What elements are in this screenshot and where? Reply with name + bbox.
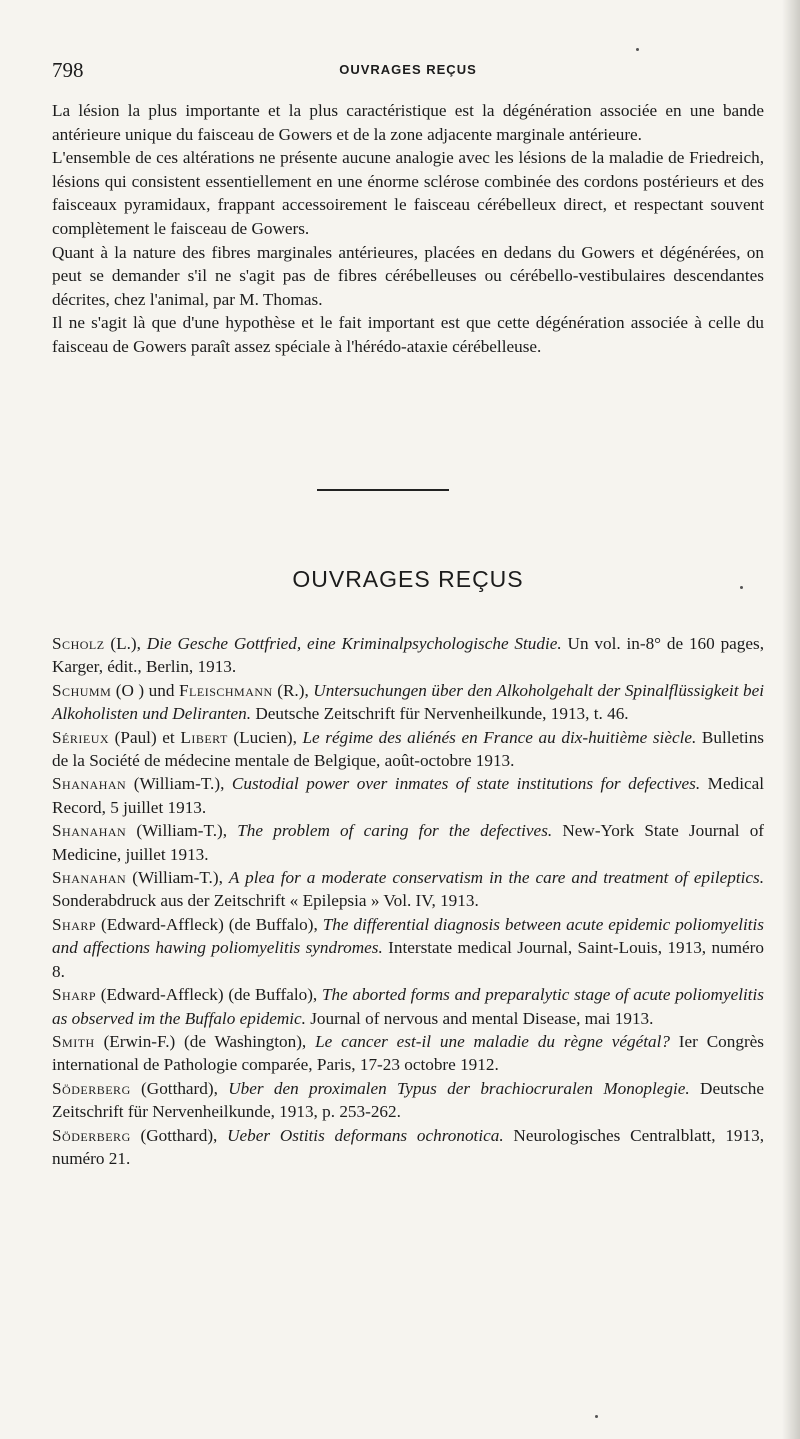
bibliography-list (52, 632, 764, 1170)
paragraph: Quant à la nature des fibres marginales antérieures, placées en dedans du Gowers et dégénérées, on peut se demander s'il ne s'agit pas de fibres cérébelleuses ou cérébello-vestibulaires descendantes décrites, chez l'animal, par M. Thomas. (52, 242, 764, 309)
paragraph: L'ensemble de ces altérations ne présente aucune analogie avec les lésions de la maladie de Friedreich, lésions qui consistent essentiellement en une énorme sclérose combinée des cordons postérieurs et des faisceaux pyramidaux, frappant accessoirement le faisceau cérébelleux direct, et respectant souvent complètement le faisceau de Gowers. (52, 148, 764, 238)
entry-initials: (Edward-Affleck) (de Buffalo), (96, 985, 322, 1005)
entry-author: Sérieux (52, 727, 110, 747)
bibliography-entry (52, 772, 764, 819)
section-title: OUVRAGES REÇUS (292, 566, 524, 592)
entry-title: The aborted forms and preparalytic stage of acute poliomyelitis as observed im the Buffalo epidemic. (52, 985, 764, 1028)
entry-initials: (William-T.), (126, 774, 232, 794)
bibliography-entry (52, 866, 764, 913)
bibliography-entry (52, 819, 764, 866)
entry-title: Le cancer est-il une maladie du règne végétal? (315, 1031, 670, 1051)
bibliography-entry (52, 1077, 764, 1124)
entry-author: Shanahan (52, 868, 127, 888)
entry-initials: (Erwin-F.) (de Washington), (94, 1031, 316, 1051)
entry-initials: (William-T.), (126, 821, 238, 841)
paragraph: Il ne s'agit là que d'une hypothèse et le fait important est que cette dégénération associée à celle du faisceau de Gowers paraît assez spéciale à l'hérédo-ataxie cérébelleuse. (52, 313, 764, 356)
page-edge-shadow (782, 0, 800, 1439)
entry-initials: (Edward-Affleck) (de Buffalo), (96, 914, 323, 934)
entry-author: Sharp (52, 985, 97, 1005)
entry-title: A plea for a moderate conservatism in the care and treatment of epileptics. (228, 868, 765, 888)
entry-author: Söderberg (52, 1078, 131, 1098)
entry-initials: (Paul) et (109, 727, 181, 747)
bibliography-entry (52, 913, 764, 983)
entry-publication: Deutsche Zeitschrift für Nervenheilkunde, 1913, p. 253-262. (52, 1078, 764, 1122)
entry-publication: Interstate medical Journal, Saint-Louis, 1913, numéro 8. (52, 938, 764, 981)
entry-title: Ueber Ostitis deformans ochronotica. (227, 1125, 504, 1145)
entry-title: Custodial power over inmates of state institutions for defectives. (231, 774, 701, 794)
bibliography-entry (52, 726, 764, 773)
entry-coauthor-initials: (Lucien), (227, 727, 303, 747)
entry-title: Le régime des aliénés en France au dix-huitième siècle. (302, 727, 697, 747)
paragraph: La lésion la plus importante et la plus caractéristique est la dégénération associée en une bande antérieure unique du faisceau de Gowers et de la zone adjacente marginale antérieure. (52, 101, 764, 144)
entry-initials: (William-T.), (126, 868, 229, 888)
entry-publication: Journal of nervous and mental Disease, mai 1913. (305, 1008, 654, 1028)
bibliography-entry (52, 1124, 764, 1171)
bibliography-entry (52, 679, 764, 726)
section-divider (317, 489, 449, 491)
bibliography-entry (52, 1030, 764, 1077)
entry-author: Scholz (52, 634, 105, 653)
body-text (52, 99, 764, 359)
entry-author: Söderberg (52, 1125, 131, 1145)
entry-publication: Medical Record, 5 juillet 1913. (52, 774, 764, 817)
running-title: OUVRAGES REÇUS (339, 62, 477, 77)
entry-initials: (O ) und (111, 680, 179, 700)
speck (595, 1415, 598, 1418)
entry-publication: Bulletins de la Société de médecine mentale de Belgique, août-octobre 1913. (52, 727, 764, 771)
entry-author: Shanahan (52, 774, 127, 794)
entry-publication: Ier Congrès international de Pathologie comparée, Paris, 17-23 octobre 1912. (52, 1031, 764, 1075)
entry-publication: Sonderabdruck aus der Zeitschrift « Epilepsia » Vol. IV, 1913. (52, 891, 479, 911)
entry-coauthor-initials: (R.), (272, 680, 314, 700)
entry-initials: (Gotthard), (130, 1078, 229, 1098)
entry-title: Die Gesche Gottfried, eine Kriminalpsychologische Studie. (146, 634, 562, 653)
entry-title: Untersuchungen über den Alkoholgehalt der Spinalflüssigkeit bei Alkoholisten und Deliranten. (52, 680, 764, 724)
entry-author: Schumm (52, 680, 112, 700)
entry-coauthor: Fleischmann (178, 680, 273, 700)
entry-publication: New-York State Journal of Medicine, juillet 1913. (52, 821, 765, 864)
entry-publication: Deutsche Zeitschrift für Nervenheilkunde, 1913, t. 46. (251, 704, 629, 724)
entry-coauthor: Libert (180, 727, 228, 747)
entry-author: Shanahan (52, 821, 127, 841)
entry-initials: (Gotthard), (130, 1125, 228, 1145)
running-head (52, 58, 764, 82)
bibliography-entry (52, 632, 764, 679)
speck (740, 586, 743, 589)
entry-title: Uber den proximalen Typus der brachiocruralen Monoplegie. (228, 1078, 690, 1098)
entry-author: Sharp (52, 914, 97, 934)
speck (636, 48, 639, 51)
entry-title: The differential diagnosis between acute epidemic poliomyelitis and affections hawing poliomyelitis syndromes. (52, 914, 764, 958)
entry-title: The problem of caring for the defectives. (237, 821, 553, 841)
entry-initials: (L.), (104, 634, 147, 653)
bibliography-entry (52, 983, 764, 1030)
entry-publication: Neurologisches Centralblatt, 1913, numéro 21. (52, 1125, 764, 1168)
entry-publication: Un vol. in-8° de 160 pages, Karger, édit., Berlin, 1913. (52, 634, 764, 677)
page-number: 798 (52, 58, 84, 82)
entry-author: Smith (52, 1031, 95, 1051)
